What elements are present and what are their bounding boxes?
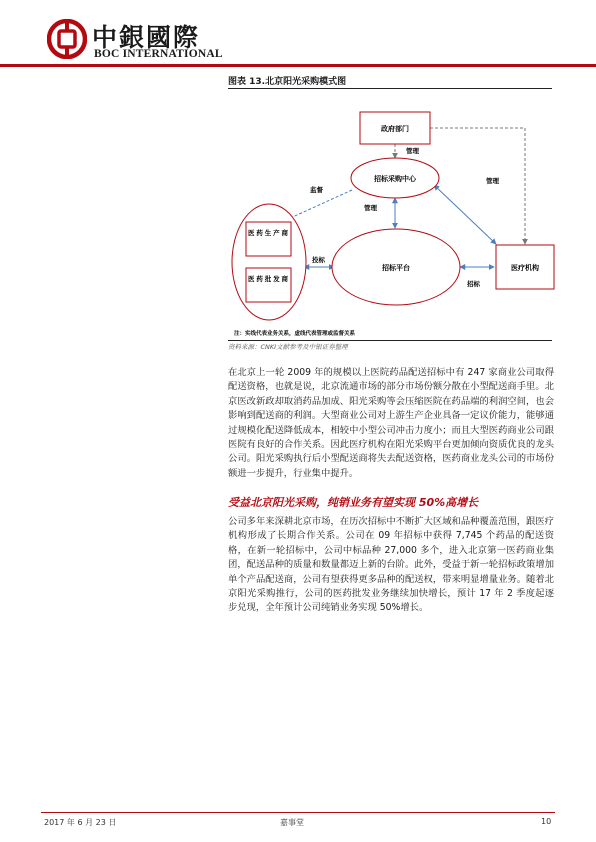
label-manage-center-platform: 管理 xyxy=(364,204,377,212)
label-manage-gov-center: 管理 xyxy=(406,147,419,155)
edge-center-to-institution xyxy=(434,185,496,244)
figure-source: 资料来源：CNKI文献参考及中银证券整理 xyxy=(228,343,348,351)
figure-bottom-rule xyxy=(228,340,552,341)
label-bid-right: 招标 xyxy=(467,280,480,288)
node-wholesaler-box xyxy=(246,268,291,302)
diagram-note: 注：实线代表业务关系，虚线代表管理或监督关系 xyxy=(234,331,356,337)
figure-top-rule xyxy=(228,88,552,89)
edge-center-to-producers xyxy=(286,190,352,220)
label-bid-left: 投标 xyxy=(312,256,325,264)
node-institution-label: 医疗机构 xyxy=(511,264,539,272)
footer-company: 嘉事堂 xyxy=(280,818,304,827)
procurement-model-diagram xyxy=(228,90,564,340)
label-manage-gov-institution: 管理 xyxy=(486,177,499,185)
body-paragraph-2: 公司多年来深耕北京市场，在历次招标中不断扩大区域和品种覆盖范围，跟医疗机构形成了长期合作关系。公司在 09 年招标中获得 7,745 个药品的配送资格，在新一轮招标中，公司中标品种 27,000 多个，进入北京第一医药商业集团，配送品种的质量和数量都迈上新的台阶。此外，受益于新一轮招标政策增加单个产品配送商，公司有望获得更多品种的配送权，带来明显增量业务。随着北京阳光采购推行，公司的医药批发业务继续加快增长，预计 17 年 2 季度起逐步兑现，全年预计公司纯销业务实现 50%增长。 xyxy=(228,516,554,614)
logo-english-text: BOC INTERNATIONAL xyxy=(94,48,223,60)
node-tender-center-label: 招标采购中心 xyxy=(374,175,416,183)
body-paragraph-1: 在北京上一轮 2009 年的规模以上医院药品配送招标中有 247 家商业公司取得配送资格，也就是说，北京流通市场的部分市场份额分散在小型配送商手里。北京医改新政却取消药品加成、阳光采购等会压缩医院在药品端的利润空间，也会影响到配送商的利润。大型商业公司对上游生产企业具备一定议价能力，能够通过规模化配送降低成本，相较中小型公司冲击力度小；而且大型医药商业公司跟医院有良好的合作关系。因此医疗机构在阳光采购平台更加倾向资质优良的龙头公司。阳光采购执行后小型配送商将失去配送资格，医药商业龙头公司的市场份额进一步提升，行业集中提升。 xyxy=(228,367,554,479)
node-manufacturer-label: 医药生产商 xyxy=(248,229,288,237)
boc-logo xyxy=(47,17,232,61)
node-manufacturer-box xyxy=(246,222,291,256)
header-divider xyxy=(0,64,596,67)
node-wholesaler-label: 医药批发商 xyxy=(248,275,288,283)
footer-divider xyxy=(41,812,555,813)
node-government-label: 政府部门 xyxy=(381,125,409,133)
node-tender-platform-label: 招标平台 xyxy=(382,264,410,272)
label-supervise: 监督 xyxy=(310,186,323,194)
logo-chinese-text: 中銀國際 xyxy=(92,23,201,52)
section-heading: 受益北京阳光采购，纯销业务有望实现 50%高增长 xyxy=(228,496,479,509)
footer-date: 2017 年 6 月 23 日 xyxy=(44,818,117,827)
figure-title: 图表 13.北京阳光采购模式图 xyxy=(228,77,347,87)
boc-logo-icon xyxy=(47,19,87,59)
page-number: 10 xyxy=(541,817,552,826)
node-producers-group xyxy=(232,204,306,320)
